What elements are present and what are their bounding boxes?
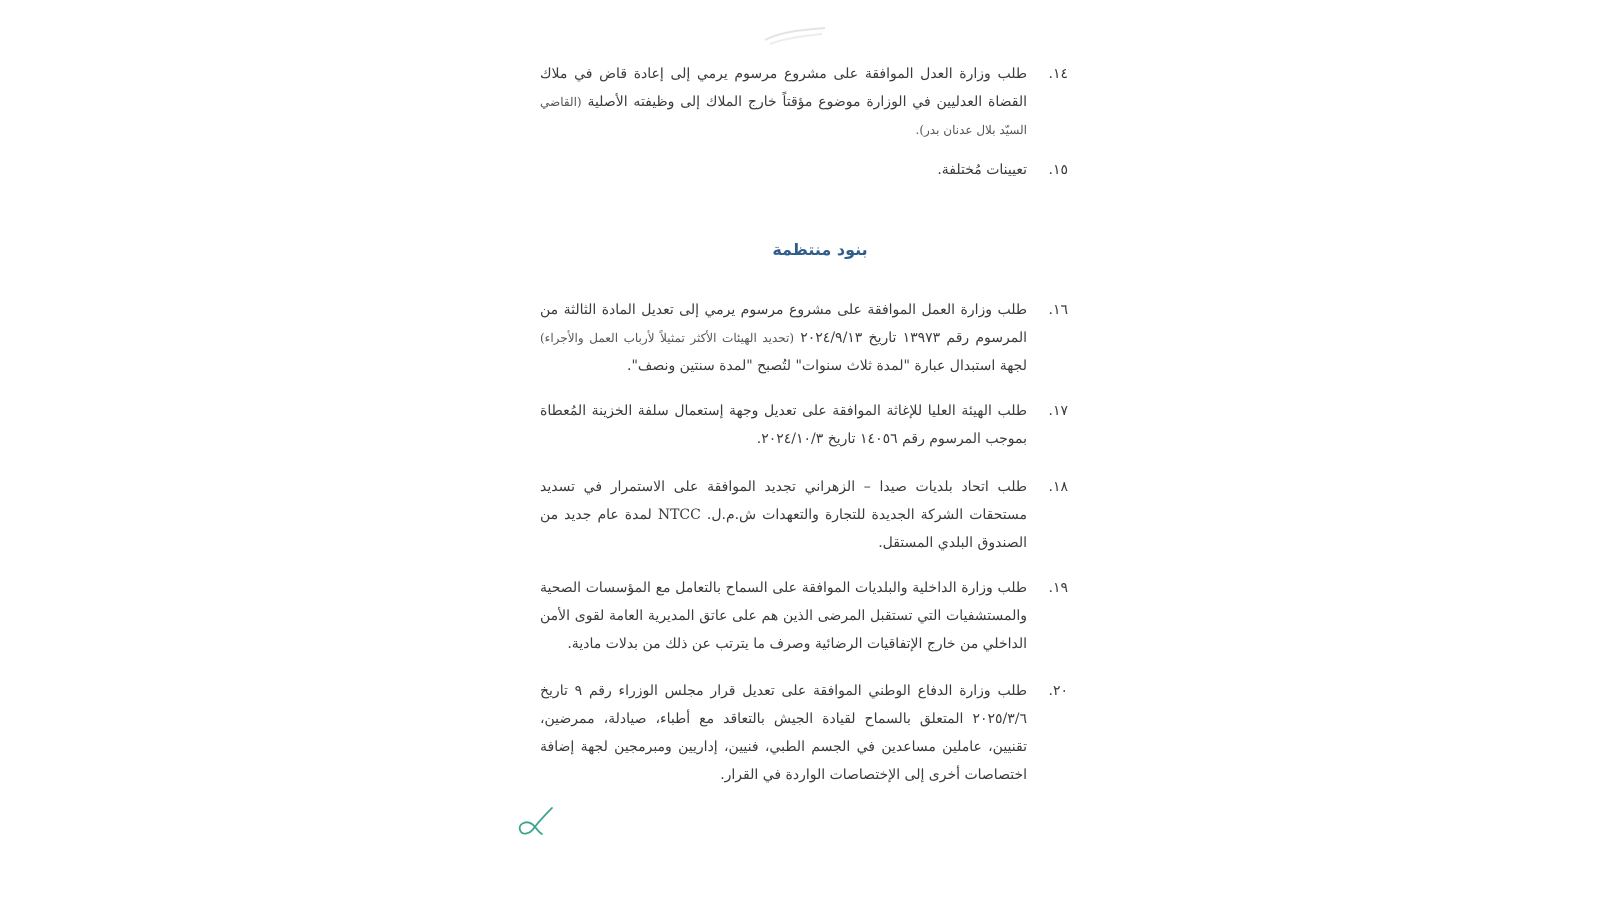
signature-initials-mark [516, 806, 560, 838]
agenda-item-16 [540, 296, 1068, 380]
item-number: ١٩. [1048, 580, 1068, 596]
item-number: ١٦. [1048, 302, 1068, 318]
agenda-item-20 [540, 677, 1068, 789]
item-number: ١٥. [1048, 162, 1068, 178]
agenda-item-17 [540, 397, 1068, 453]
item-text: طلب وزارة العمل الموافقة على مشروع مرسوم يرمي إلى تعديل المادة الثالثة من المرسوم رقم ١٣٩٧٣ تاريخ ٢٠٢٤/٩/١٣ (تحديد الهيئات الأكثر تمثيلاً لأرباب العمل والأجراء) لجهة استبدال عبارة "لمدة ثلاث سنوات" لتُصبح "لمدة سنتين ونصف". [540, 302, 1027, 374]
item-text: طلب اتحاد بلديات صيدا – الزهراني تجديد الموافقة على الاستمرار في تسديد مستحقات الشركة الجديدة للتجارة والتعهدات ش.م.ل. NTCC لمدة عام جديد من الصندوق البلدي المستقل. [540, 479, 1027, 551]
item-text: تعيينات مُختلفة. [937, 162, 1027, 178]
item-text: طلب وزارة الداخلية والبلديات الموافقة على السماح بالتعامل مع المؤسسات الصحية والمستشفيات التي تستقبل المرضى الذين هم على عاتق المديرية العامة لقوى الأمن الداخلي من خارج الإتفاقيات الرضائية وصرف ما يترتب عن ذلك من بدلات مادية. [540, 580, 1027, 652]
item-text: طلب وزارة الدفاع الوطني الموافقة على تعديل قرار مجلس الوزراء رقم ٩ تاريخ ٢٠٢٥/٣/٦ المتعلق بالسماح لقيادة الجيش بالتعاقد مع أطباء، صيادلة، ممرضين، تقنيين، عاملين مساعدين في الجسم الطبي، فنيين، إداريين ومبرمجين لجهة إضافة اختصاصات أخرى إلى الإختصاصات الواردة في القرار. [540, 683, 1027, 783]
item-note: (تحديد الهيئات الأكثر تمثيلاً لأرباب العمل والأجراء) [540, 331, 795, 345]
item-text: طلب وزارة العدل الموافقة على مشروع مرسوم يرمي إلى إعادة قاض في ملاك القضاة العدليين في الوزارة موضوع مؤقتاً خارج الملاك إلى وظيفته الأصلية (القاضي السيّد بلال عدنان بدر). [540, 66, 1027, 137]
agenda-item-14 [540, 60, 1068, 144]
item-note: (القاضي السيّد بلال عدنان بدر). [540, 95, 1027, 137]
agenda-item-18 [540, 473, 1068, 557]
section-heading: بنود منتظمة [772, 240, 868, 259]
item-number: ٢٠. [1048, 683, 1068, 699]
item-number: ١٨. [1048, 479, 1068, 495]
item-text: طلب الهيئة العليا للإغاثة الموافقة على تعديل وجهة إستعمال سلفة الخزينة المُعطاة بموجب المرسوم رقم ١٤٠٥٦ تاريخ ٢٠٢٤/١٠/٣. [540, 403, 1028, 447]
item-number: ١٤. [1048, 66, 1068, 82]
agenda-item-19 [540, 574, 1068, 658]
item-number: ١٧. [1048, 403, 1068, 419]
scan-smudge-mark [760, 22, 830, 48]
agenda-item-15 [540, 156, 1068, 184]
